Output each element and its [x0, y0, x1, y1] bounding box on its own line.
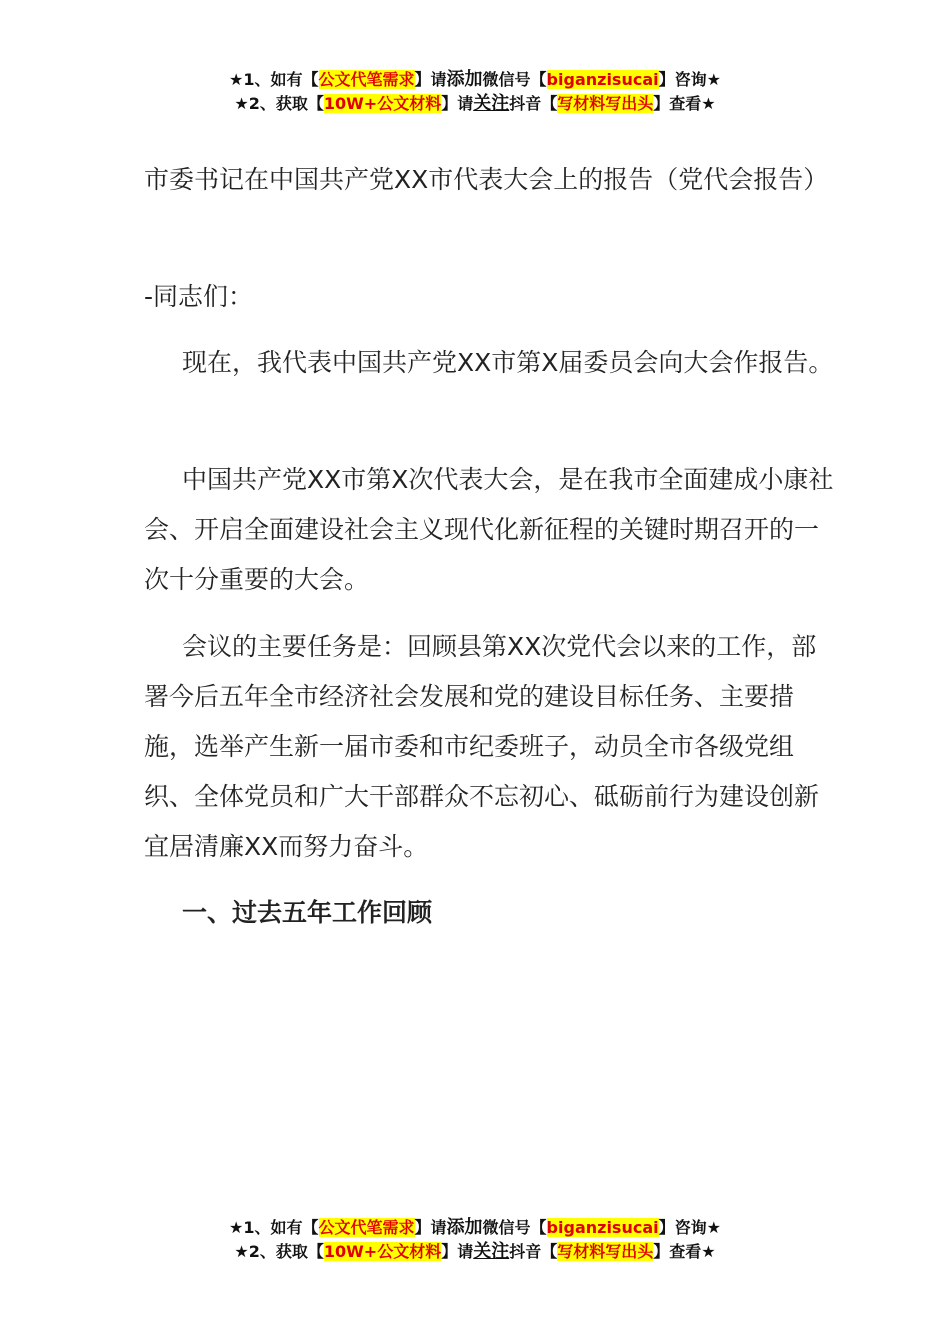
banner-line-1	[0, 1216, 950, 1240]
banner-text: 】请	[414, 1218, 447, 1237]
banner-line-2	[0, 92, 950, 116]
banner-text: 】请	[414, 70, 447, 89]
highlight-wechat-id: biganzisucai	[546, 70, 659, 89]
emphasis-add: 添加	[446, 69, 483, 90]
banner-text: 】咨询★	[658, 70, 721, 89]
highlight-wechat-id: biganzisucai	[546, 1218, 659, 1237]
highlight-douyin: 写材料写出头	[557, 1242, 654, 1261]
banner-text: ★1、如有【	[229, 1218, 319, 1237]
banner-text: ★2、获取【	[234, 94, 324, 113]
footer-banner	[0, 1216, 950, 1264]
banner-text: 】请	[441, 94, 474, 113]
paragraph-1: 现在，我代表中国共产党XX市第X届委员会向大会作报告。	[182, 348, 834, 377]
banner-text: 抖音【	[509, 1242, 558, 1261]
highlight-materials: 10W+公文材料	[323, 94, 442, 113]
highlight-service: 公文代笔需求	[318, 70, 415, 89]
document-title: 市委书记在中国共产党XX市代表大会上的报告（党代会报告）	[144, 165, 829, 194]
header-banner	[0, 68, 950, 116]
paragraph-2: 中国共产党XX市第X次代表大会，是在我市全面建成小康社会、开启全面建设社会主义现代化新征程的关键时期召开的一次十分重要的大会。	[144, 465, 834, 594]
banner-text: ★1、如有【	[229, 70, 319, 89]
banner-text: 】咨询★	[658, 1218, 721, 1237]
greeting: -同志们：	[144, 282, 254, 311]
banner-text: 】查看★	[653, 94, 716, 113]
highlight-douyin: 写材料写出头	[557, 94, 654, 113]
banner-text: 微信号【	[482, 1218, 547, 1237]
banner-text: 】请	[441, 1242, 474, 1261]
emphasis-follow: 关注	[473, 1241, 510, 1262]
emphasis-follow: 关注	[473, 93, 510, 114]
banner-text: ★2、获取【	[234, 1242, 324, 1261]
section-heading: 一、过去五年工作回顾	[182, 898, 433, 927]
banner-text: 抖音【	[509, 94, 558, 113]
banner-text: 微信号【	[482, 70, 547, 89]
highlight-service: 公文代笔需求	[318, 1218, 415, 1237]
paragraph-3: 会议的主要任务是：回顾县第XX次党代会以来的工作，部署今后五年全市经济社会发展和党的建设目标任务、主要措施，选举产生新一届市委和市纪委班子，动员全市各级党组织、全体党员和广大干部群众不忘初心、砥砺前行为建设创新宜居清廉XX而努力奋斗。	[144, 632, 820, 861]
banner-line-2	[0, 1240, 950, 1264]
banner-line-1	[0, 68, 950, 92]
emphasis-add: 添加	[446, 1217, 483, 1238]
banner-text: 】查看★	[653, 1242, 716, 1261]
highlight-materials: 10W+公文材料	[323, 1242, 442, 1261]
